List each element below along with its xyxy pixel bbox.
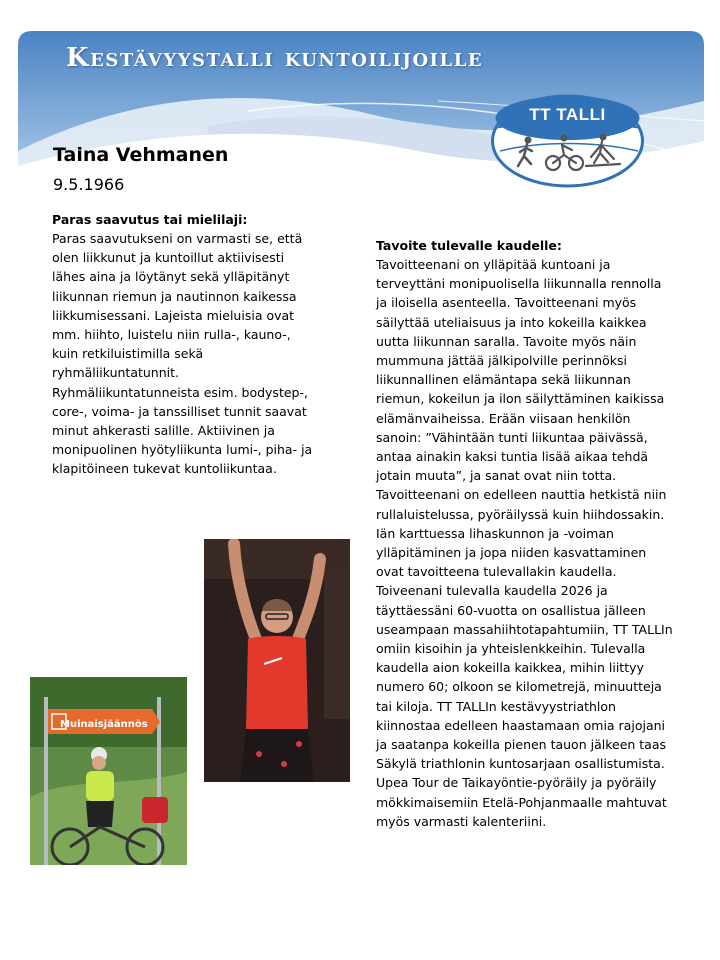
logo-text: TT TALLI [529, 105, 606, 124]
person-name: Taina Vehmanen [53, 144, 229, 166]
goal-text: Tavoitteenani on ylläpitää kuntoani ja terveyttäni monipuolisella liikunnalla rennolla ja iloisella asenteella. Tavoitteenani myös säilyttää uteliaisuus ja into kokeilla kaikkea uutta liikunnan saralla. Tavoite myös näin mummuna jättää jälkipolville perinnöksi liikunnallinen elämäntapa sekä liikunnan riemun, kokeilun ja ilon säilyttäminen kaikissa elämänvaiheissa. Erään viisaan henkilön sanoin: ”Vähintään tunti liikuntaa päivässä, antaa ainakin kaksi tuntia lisää aikaa tehdä jotain muuta”, ja sanat ovat niin totta. Tavoitteenani on edelleen nauttia hetkistä niin rullaluistelussa, pyöräilyssä kuin hiihdossakin. Iän karttuessa lihaskunnon ja -voiman ylläpitäminen ja jopa niiden kasvattaminen ovat tavoitteena tulevallakin kaudella. Toiveenani tulevalla kaudella 2026 ja täyttäessäni 60-vuotta on osallistua jälleen useampaan massahiihtotapahtumiin, TT TALLIn omiin kisoihin ja yhteislenkkeihin. Tulevalla kaudella aion kokeilla kaikkea, mihin liittyy numero 60; olkoon se kilometrejä, minuutteja tai kiloja. TT TALLIn kestävyystriathlon kiinnostaa edelleen haastamaan omia rajojani ja saatanpa kokeilla pienen tauon jälkeen taas Säkylä triathlonin kuntosarjaan osallistumista. Upea Tour de Taikayöntie-pyöräily ja pyöräily mökkimaisemiin Etelä-Pohjanmaalle mahtuvat myös varmasti kalenteriini. [376, 257, 673, 829]
workout-photo [204, 539, 350, 782]
birth-date: 9.5.1966 [53, 175, 125, 194]
goal-heading: Tavoite tulevalle kaudelle: [376, 238, 562, 253]
cycling-photo [30, 677, 187, 865]
achievement-section [52, 210, 320, 479]
achievement-heading: Paras saavutus tai mielilaji: [52, 212, 248, 227]
tt-talli-logo [490, 93, 645, 189]
achievement-text: Paras saavutukseni on varmasti se, että olen liikkunut ja kuntoillut aktiivisesti lähes aina ja löytänyt sekä ylläpitänyt liikunnan riemun ja nautinnon kaikessa liikkumisessani. Lajeista mieluisia ovat mm. hiihto, luistelu niin rulla-, kauno-, kuin retkiluistimilla sekä ryhmäliikuntatunnit. Ryhmäliikuntatunneista esim. bodystep-, core-, voima- ja tanssilliset tunnit saavat minut ahkerasti salille. Aktiivinen ja monipuolinen hyötyliikunta lumi-, piha- ja klapitöineen tukevat kuntoliikuntaa. [52, 231, 313, 477]
banner-title: Kestävyystalli kuntoilijoille [66, 43, 484, 73]
goal-section [376, 236, 676, 831]
sign-text: Muinaisjäännös [60, 719, 148, 730]
